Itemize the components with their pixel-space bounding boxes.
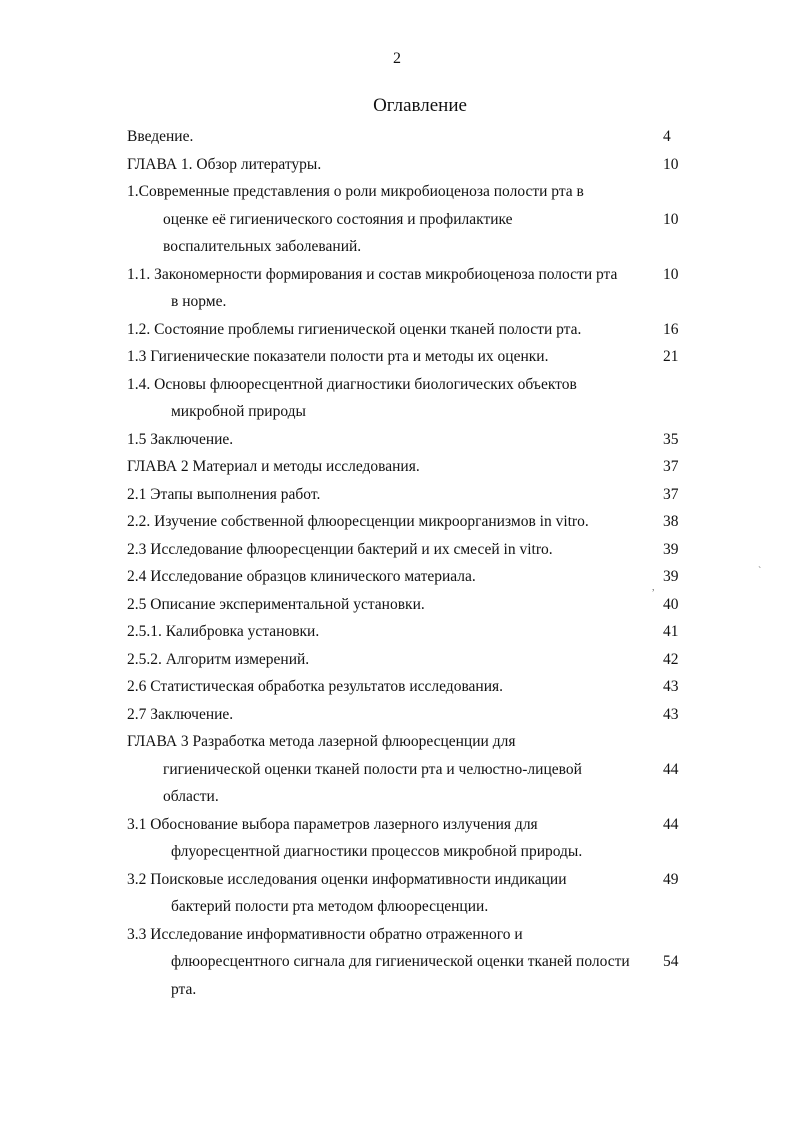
toc-entry: [127, 536, 697, 564]
toc-entry: [127, 728, 697, 811]
toc-entry-page: 16: [663, 320, 679, 338]
toc-entry: [127, 123, 697, 151]
toc-entry-page: 10: [663, 155, 679, 173]
toc-entry-text: гигиенической оценки тканей полости рта и челюстно-лицевой: [163, 760, 582, 778]
toc-entry: [127, 426, 697, 454]
toc-entry-text: оценке её гигиенического состояния и профилактике: [163, 210, 513, 228]
toc-entry: [127, 563, 697, 591]
toc-entry: [127, 178, 697, 261]
toc-entry: [127, 481, 697, 509]
toc-entry-text: 1.5 Заключение.: [127, 430, 234, 448]
toc-entry-text: 1.2. Состояние проблемы гигиенической оценки тканей полости рта.: [127, 320, 582, 338]
scan-speck: `: [758, 566, 762, 577]
toc-entry: [127, 371, 697, 426]
toc-entry-page: 54: [663, 953, 679, 970]
toc-entry-page: 49: [663, 870, 679, 888]
toc-entry: [127, 921, 697, 1004]
toc-entry-text: 1.4. Основы флюоресцентной диагностики биологических объектов: [127, 375, 577, 393]
scan-speck: ,: [652, 582, 655, 593]
toc-entry-text: 2.3 Исследование флюоресценции бактерий и их смесей in vitro.: [127, 540, 553, 558]
toc-entry-page: 4: [663, 128, 671, 145]
toc-entry: [127, 261, 697, 316]
toc-entry-page: 41: [663, 623, 679, 640]
toc-entry: [127, 343, 697, 371]
table-of-contents: [127, 123, 697, 1003]
toc-entry: [127, 453, 697, 481]
toc-entry-text: 2.6 Статистическая обработка результатов исследования.: [127, 678, 504, 695]
toc-entry-text: 1.Современные представления о роли микробиоценоза полости рта в: [127, 183, 584, 200]
toc-entry-page: 39: [663, 568, 679, 585]
toc-entry-text: 2.2. Изучение собственной флюоресценции микроорганизмов in vitro.: [127, 513, 589, 530]
toc-entry-page: 10: [663, 210, 679, 228]
toc-entry-text: ГЛАВА 3 Разработка метода лазерной флюоресценции для: [127, 733, 516, 750]
toc-entry-page: 38: [663, 513, 679, 530]
toc-entry: [127, 618, 697, 646]
toc-entry-text: в норме.: [171, 293, 227, 310]
toc-entry-text: 2.5.2. Алгоритм измерений.: [127, 650, 310, 668]
toc-entry: [127, 701, 697, 729]
toc-entry-text: Введение.: [127, 128, 194, 145]
toc-entry-text: микробной природы: [171, 403, 306, 420]
toc-entry-text: 3.1 Обоснование выбора параметров лазерного излучения для: [127, 815, 538, 833]
toc-entry-text: 2.4 Исследование образцов клинического материала.: [127, 568, 476, 585]
toc-entry-text: 2.1 Этапы выполнения работ.: [127, 485, 321, 503]
toc-entry-page: 43: [663, 678, 679, 695]
toc-entry: [127, 591, 697, 619]
toc-entry-text: области.: [163, 788, 219, 805]
toc-entry-page: 21: [663, 348, 679, 365]
toc-entry: [127, 673, 697, 701]
toc-entry-text: 3.3 Исследование информативности обратно отраженного и: [127, 925, 523, 943]
toc-entry-text: флюоресцентного сигнала для гигиенической оценки тканей полости: [171, 953, 630, 970]
toc-entry-text: 3.2 Поисковые исследования оценки информативности индикации: [127, 870, 567, 888]
toc-entry-text: воспалительных заболеваний.: [163, 238, 362, 255]
toc-entry-page: 10: [663, 265, 679, 283]
toc-entry-text: 1.3 Гигиенические показатели полости рта и методы их оценки.: [127, 348, 549, 365]
toc-entry-text: 2.5 Описание экспериментальной установки.: [127, 595, 425, 613]
toc-entry-page: 39: [663, 540, 679, 558]
toc-entry-text: 2.5.1. Калибровка установки.: [127, 623, 320, 640]
toc-entry: [127, 646, 697, 674]
toc-entry-page: 42: [663, 650, 679, 668]
page-number: 2: [393, 50, 401, 67]
toc-entry: [127, 508, 697, 536]
toc-entry-page: 37: [663, 485, 679, 503]
toc-entry: [127, 811, 697, 866]
toc-entry-page: 35: [663, 430, 679, 448]
toc-entry-text: бактерий полости рта методом флюоресценции.: [171, 898, 489, 915]
toc-entry: [127, 866, 697, 921]
toc-entry-text: ГЛАВА 1. Обзор литературы.: [127, 155, 322, 173]
toc-entry-page: 37: [663, 458, 679, 475]
toc-entry-page: 44: [663, 815, 679, 833]
toc-entry-page: 44: [663, 760, 679, 778]
toc-entry: [127, 151, 697, 179]
toc-title: Оглавление: [373, 95, 467, 116]
toc-entry-page: 40: [663, 595, 679, 613]
toc-entry-text: 2.7 Заключение.: [127, 705, 234, 723]
toc-entry-text: 1.1. Закономерности формирования и состав микробиоценоза полости рта: [127, 265, 618, 283]
toc-entry-text: флуоресцентной диагностики процессов микробной природы.: [171, 843, 583, 860]
toc-entry-text: рта.: [171, 980, 197, 998]
toc-entry: [127, 316, 697, 344]
toc-entry-page: 43: [663, 705, 679, 723]
toc-entry-text: ГЛАВА 2 Материал и методы исследования.: [127, 458, 420, 475]
